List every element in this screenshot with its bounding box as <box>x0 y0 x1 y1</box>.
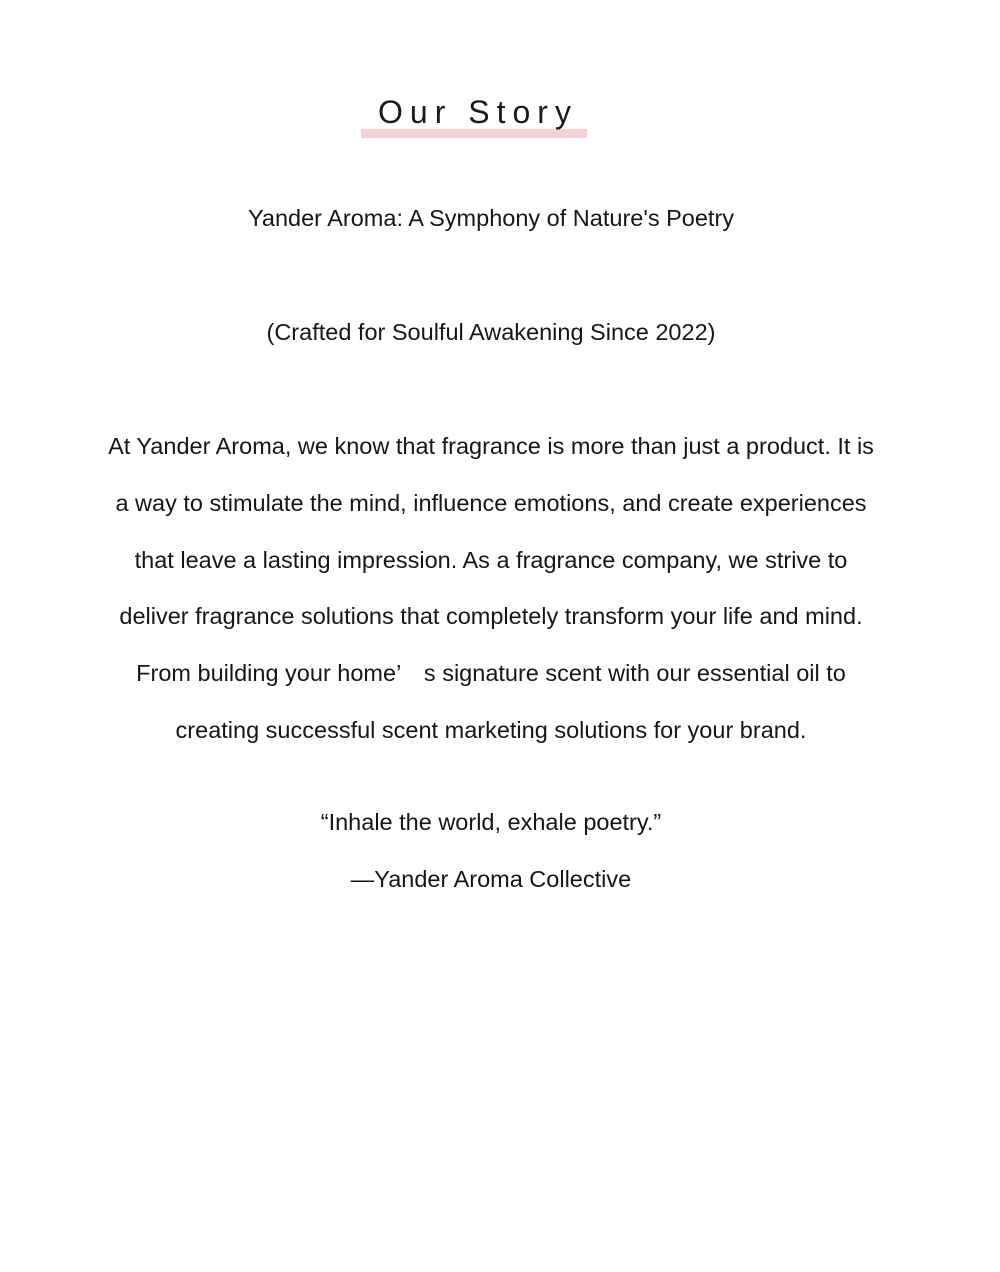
since-tagline: (Crafted for Soulful Awakening Since 2022) <box>266 319 716 345</box>
paragraph-line: a way to stimulate the mind, influence emotions, and create experiences <box>115 489 867 516</box>
quote-attribution: —Yander Aroma Collective <box>350 866 632 892</box>
paragraph-line: deliver fragrance solutions that completely transform your life and mind. <box>119 603 863 630</box>
paragraph-line: creating successful scent marketing solutions for your brand. <box>175 716 807 743</box>
paragraph-line: At Yander Aroma, we know that fragrance is more than just a product. It is <box>108 433 874 459</box>
paragraph-line: that leave a lasting impression. As a fragrance company, we strive to <box>134 546 848 573</box>
subtitle: Yander Aroma: A Symphony of Nature's Poetry <box>247 205 735 231</box>
quote: “Inhale the world, exhale poetry.” <box>320 809 662 835</box>
story-paragraph <box>0 418 982 759</box>
paragraph-line: From building your home’ s signature scent with our essential oil to <box>136 660 846 687</box>
section-heading <box>0 88 1000 148</box>
page-title: Our Story <box>378 94 578 130</box>
